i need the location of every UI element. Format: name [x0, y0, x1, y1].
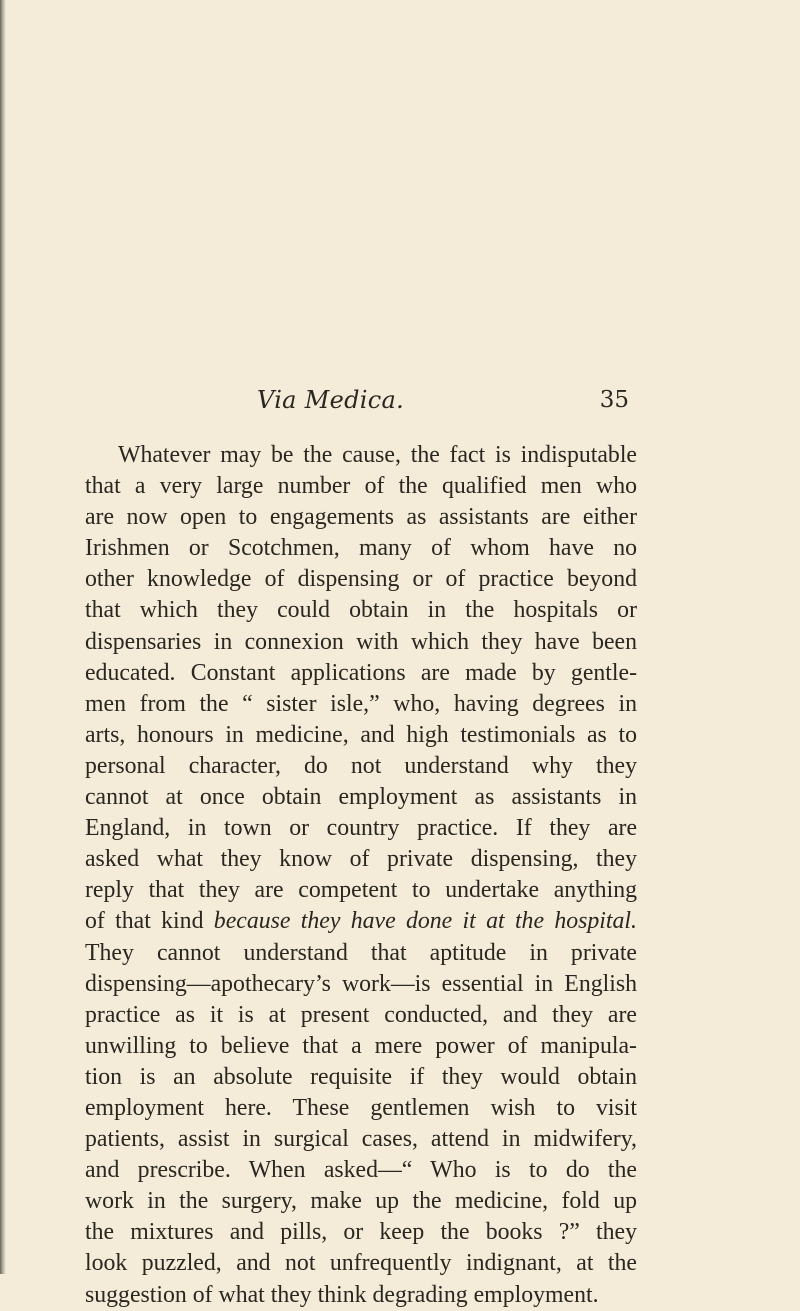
text-line: cannot at once obtain employment as assistants in: [85, 784, 637, 811]
running-title: Via Medica.: [257, 386, 405, 414]
text-line: dispensaries in connexion with which they have been: [85, 628, 637, 655]
text-line: patients, assist in surgical cases, attend in midwifery,: [85, 1126, 637, 1153]
text-line: other knowledge of dispensing or of practice beyond: [85, 566, 637, 593]
text-line: They cannot understand that aptitude in private: [85, 939, 637, 966]
body-paragraph: [85, 440, 637, 1311]
text-line: dispensing—apothecary’s work—is essential in English: [85, 970, 637, 997]
text-line: and prescribe. When asked—“ Who is to do the: [85, 1157, 637, 1184]
text-line: employment here. These gentlemen wish to visit: [85, 1094, 637, 1121]
text-segment: of that kind: [85, 908, 204, 935]
text-line: personal character, do not understand why they: [85, 752, 637, 779]
text-line: that a very large number of the qualified men who: [85, 473, 637, 500]
page-binding-edge: [0, 0, 6, 1274]
text-line: educated. Constant applications are made by gentle-: [85, 659, 637, 686]
text-line: suggestion of what they think degrading employment.: [85, 1281, 599, 1308]
text-line: Irishmen or Scotchmen, many of whom have no: [85, 535, 637, 562]
text-line: Whatever may be the cause, the fact is indisputable: [118, 442, 637, 468]
text-line: look puzzled, and not unfrequently indignant, at the: [85, 1250, 637, 1277]
text-line: men from the “ sister isle,” who, having degrees in: [85, 690, 637, 717]
text-line: practice as it is at present conducted, and they are: [85, 1001, 637, 1028]
text-line: are now open to engagements as assistants are either: [85, 504, 637, 531]
text-line: reply that they are competent to undertake anything: [85, 877, 637, 904]
page-header: [257, 380, 629, 420]
text-line: that which they could obtain in the hospitals or: [85, 597, 637, 624]
text-line-mixed: [85, 906, 637, 937]
italic-phrase: because they have done it at the hospital.: [213, 908, 637, 935]
text-line: the mixtures and pills, or keep the books ?” they: [85, 1219, 637, 1246]
text-line: England, in town or country practice. If they are: [85, 815, 637, 842]
text-line: work in the surgery, make up the medicine, fold up: [85, 1188, 637, 1215]
text-line: unwilling to believe that a mere power of manipula-: [85, 1032, 637, 1059]
text-line: tion is an absolute requisite if they would obtain: [85, 1063, 637, 1090]
text-line: arts, honours in medicine, and high testimonials as to: [85, 721, 637, 748]
text-line: asked what they know of private dispensing, they: [85, 846, 637, 873]
page-number: 35: [599, 387, 629, 413]
